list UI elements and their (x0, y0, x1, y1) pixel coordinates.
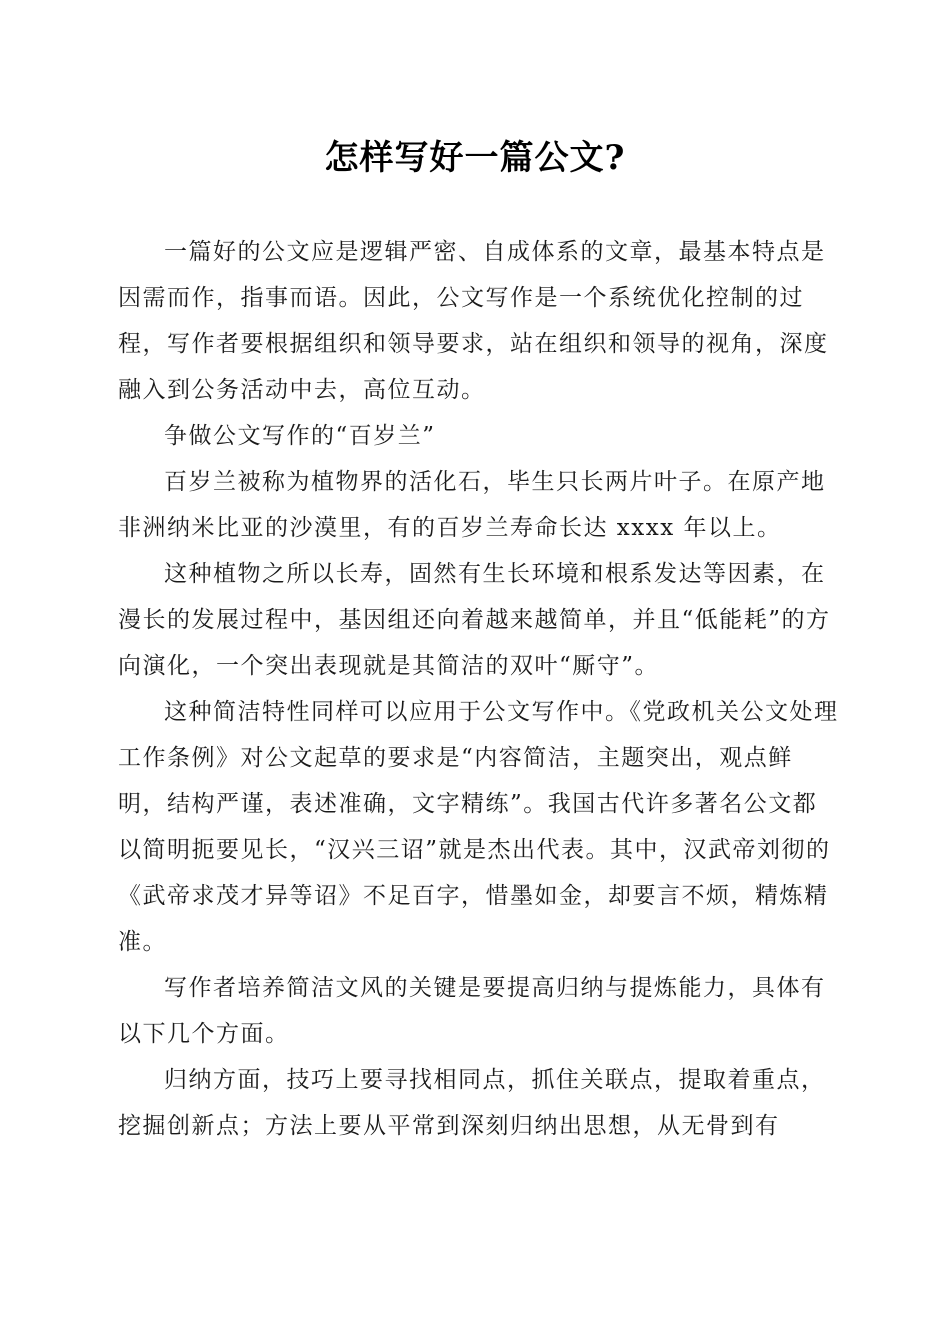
paragraph-induction: 归纳方面，技巧上要寻找相同点，抓住关联点，提取着重点，挖掘创新点；方法上要从平常到深刻归纳出思想，从无骨到有 (118, 1067, 826, 1139)
document-title: 怎样写好一篇公文? (324, 138, 626, 178)
paragraph-welwitschia: 百岁兰被称为植物界的活化石，毕生只长两片叶子。在原产地非洲纳米比亚的沙漠里，有的百岁兰寿命长达 xxxx 年以上。 (118, 469, 826, 541)
paragraph-longevity: 这种植物之所以长寿，固然有生长环境和根系发达等因素，在漫长的发展过程中，基因组还向着越来越简单，并且“低能耗”的方向演化，一个突出表现就是其简洁的双叶“厮守”。 (118, 561, 831, 679)
paragraph-subheading: 争做公文写作的“百岁兰” (164, 423, 436, 449)
paragraph-concise-writing: 这种简洁特性同样可以应用于公文写作中。《党政机关公文处理工作条例》对公文起草的要求是“内容简洁，主题突出，观点鲜明，结构严谨，表述准确，文字精练”。我国古代许多著名公文都以简明扼要见长，“汉兴三诏”就是杰出代表。其中，汉武帝刘彻的《武帝求茂才异等诏》不足百字，惜墨如金，却要言不烦，精炼精准。 (118, 699, 839, 955)
paragraph-intro: 一篇好的公文应是逻辑严密、自成体系的文章，最基本特点是因需而作，指事而语。因此，公文写作是一个系统优化控制的过程，写作者要根据组织和领导要求，站在组织和领导的视角，深度融入到公务活动中去，高位互动。 (118, 239, 829, 403)
document-body (118, 229, 840, 1149)
paragraph-key-ability: 写作者培养简洁文风的关键是要提高归纳与提炼能力，具体有以下几个方面。 (118, 975, 826, 1047)
